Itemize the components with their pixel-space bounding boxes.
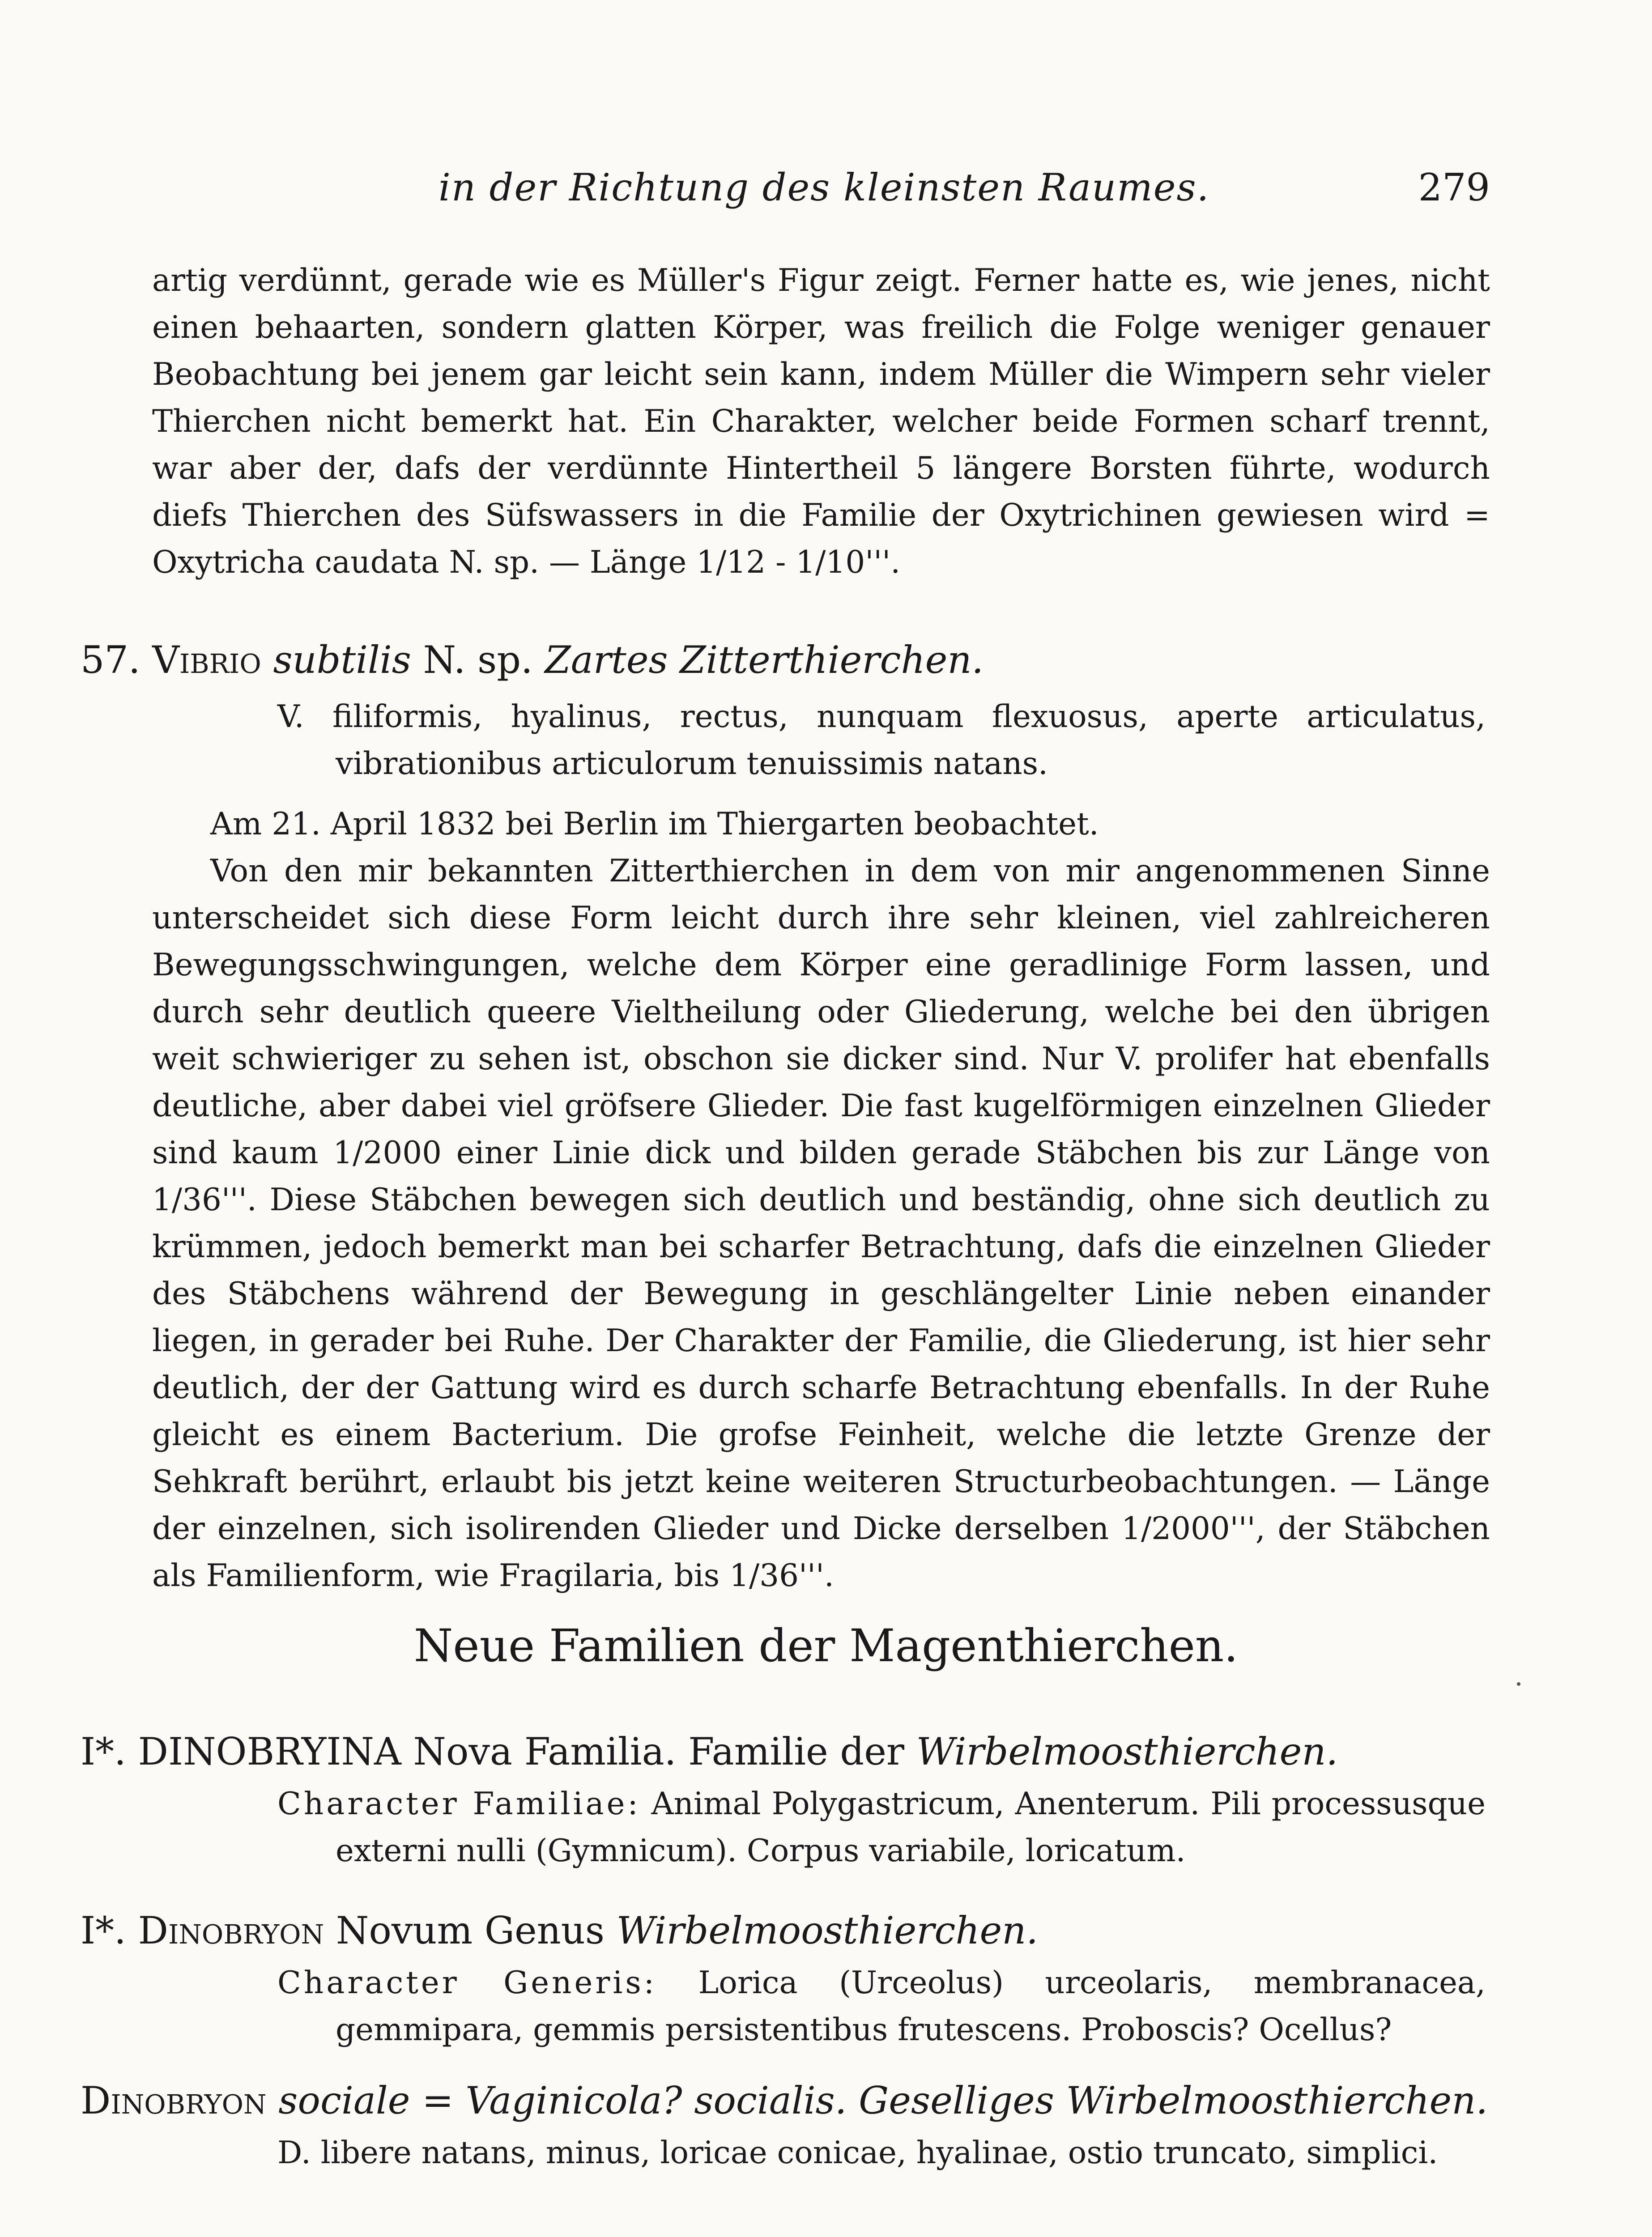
genus-character-body: Lorica (Urceolus) urceolaris, membranacea, gemmipara, gemmis persistentibus frutescens. Proboscis? Ocellus?	[336, 1965, 1486, 2048]
family-german-prefix: Familie der	[688, 1730, 905, 1773]
family-name: DINOBRYINA	[138, 1730, 401, 1773]
species-diagnosis	[277, 2130, 1486, 2177]
genus-title: Dinobryon	[138, 1909, 324, 1952]
entry-57-diagnosis	[277, 693, 1486, 787]
running-title: in der Richtung des kleinsten Raumes.	[439, 166, 1210, 209]
species-name: subtilis	[273, 638, 411, 682]
species-synonym: Vaginicola? socialis.	[465, 2079, 847, 2122]
species-equals: =	[422, 2079, 454, 2122]
continuation-paragraph	[152, 257, 1490, 586]
entry-57-body	[152, 801, 1490, 1599]
continuation-text: artig verdünnt, gerade wie es Müller's Figur zeigt. Ferner hatte es, wie jenes, nicht einen behaarten, sondern glatten Körper, was freilich die Folge weniger genauer Beobachtung bei jenem gar leicht sein kann, indem Müller die Wimpern sehr vieler Thierchen nicht bemerkt hat. Ein Charakter, welcher beide Formen scharf trennt, war aber der, dafs der verdünnte Hintertheil 5 längere Borsten führte, wodurch diefs Thierchen des Süfswassers in die Familie der Oxytrichinen gewiesen wird = Oxytricha caudata N. sp. — Länge 1/12 - 1/10'''.	[152, 263, 1490, 580]
observation-date: Am 21. April 1832 bei Berlin im Thiergarten beobachtet.	[210, 806, 1099, 842]
species-epithet: sociale	[278, 2079, 410, 2122]
family-number: I*.	[81, 1730, 126, 1773]
family-heading	[81, 1727, 1338, 1776]
diagnosis-text: V. filiformis, hyalinus, rectus, nunquam flexuosus, aperte articulatus, vibrationibus articulorum tenuissimis natans.	[277, 699, 1486, 782]
description-text: Von den mir bekannten Zitterthierchen in dem von mir angenommenen Sinne unterscheidet sich diese Form leicht durch ihre sehr kleinen, viel zahlreicheren Bewegungsschwingungen, welche dem Körper eine geradlinige Form lassen, und durch sehr deutlich queere Vieltheilung oder Gliederung, welche bei den übrigen weit schwieriger zu sehen ist, obschon sie dicker sind. Nur V. prolifer hat ebenfalls deutliche, aber dabei viel gröfsere Glieder. Die fast kugelförmigen einzelnen Glieder sind kaum 1/2000 einer Linie dick und bilden gerade Stäbchen bis zur Länge von 1/36'''. Diese Stäbchen bewegen sich deutlich und beständig, ohne sich deutlich zu krümmen, jedoch bemerkt man bei scharfer Betrachtung, dafs die einzelnen Glieder des Stäbchens während der Bewegung in geschlängelter Linie neben einander liegen, in gerader bei Ruhe. Der Charakter der Familie, die Gliederung, ist hier sehr deutlich, der der Gattung wird es durch scharfe Betrachtung ebenfalls. In der Ruhe gleicht es einem Bacterium. Die grofse Feinheit, welche die letzte Grenze der Sehkraft berührt, erlaubt bis jetzt keine weiteren Structurbeobachtungen. — Länge der einzelnen, sich isolirenden Glieder und Dicke derselben 1/2000''', der Stäbchen als Familienform, wie Fragilaria, bis 1/36'''.	[152, 853, 1490, 1594]
german-name: Zartes Zitterthierchen.	[545, 638, 984, 682]
family-character	[277, 1781, 1486, 1875]
species-diagnosis-text: D. libere natans, minus, loricae conicae, hyalinae, ostio truncato, simplici.	[277, 2135, 1438, 2171]
family-character-label: Character Familiae:	[277, 1786, 641, 1822]
entry-57-heading	[81, 635, 984, 685]
margin-speck	[1517, 1682, 1520, 1686]
family-character-text	[277, 1781, 1486, 1875]
entry-number: 57.	[81, 638, 141, 682]
family-german-name: Wirbelmoosthierchen.	[916, 1730, 1338, 1773]
genus-label: Novum Genus	[336, 1909, 605, 1952]
genus-german-name: Wirbelmoosthierchen.	[616, 1909, 1039, 1952]
species-heading	[81, 2076, 1488, 2125]
genus-name: Vibrio	[152, 638, 261, 682]
species-genus: Dinobryon	[81, 2079, 267, 2122]
page-header	[152, 166, 1490, 219]
genus-character-label: Character Generis:	[277, 1965, 657, 2001]
new-species-mark: N. sp.	[423, 638, 533, 682]
genus-character-text	[277, 1960, 1486, 2054]
genus-number: I*.	[81, 1909, 126, 1952]
section-title: Neue Familien der Magenthierchen.	[413, 1620, 1239, 1672]
species-german: Geselliges Wirbelmoosthierchen.	[859, 2079, 1488, 2122]
page-number: 279	[1418, 166, 1490, 209]
family-character-body: Animal Polygastricum, Anenterum. Pili processusque externi nulli (Gymnicum). Corpus variabile, loricatum.	[336, 1786, 1486, 1869]
family-label: Nova Familia.	[413, 1730, 677, 1773]
genus-heading	[81, 1906, 1038, 1955]
genus-character	[277, 1960, 1486, 2054]
